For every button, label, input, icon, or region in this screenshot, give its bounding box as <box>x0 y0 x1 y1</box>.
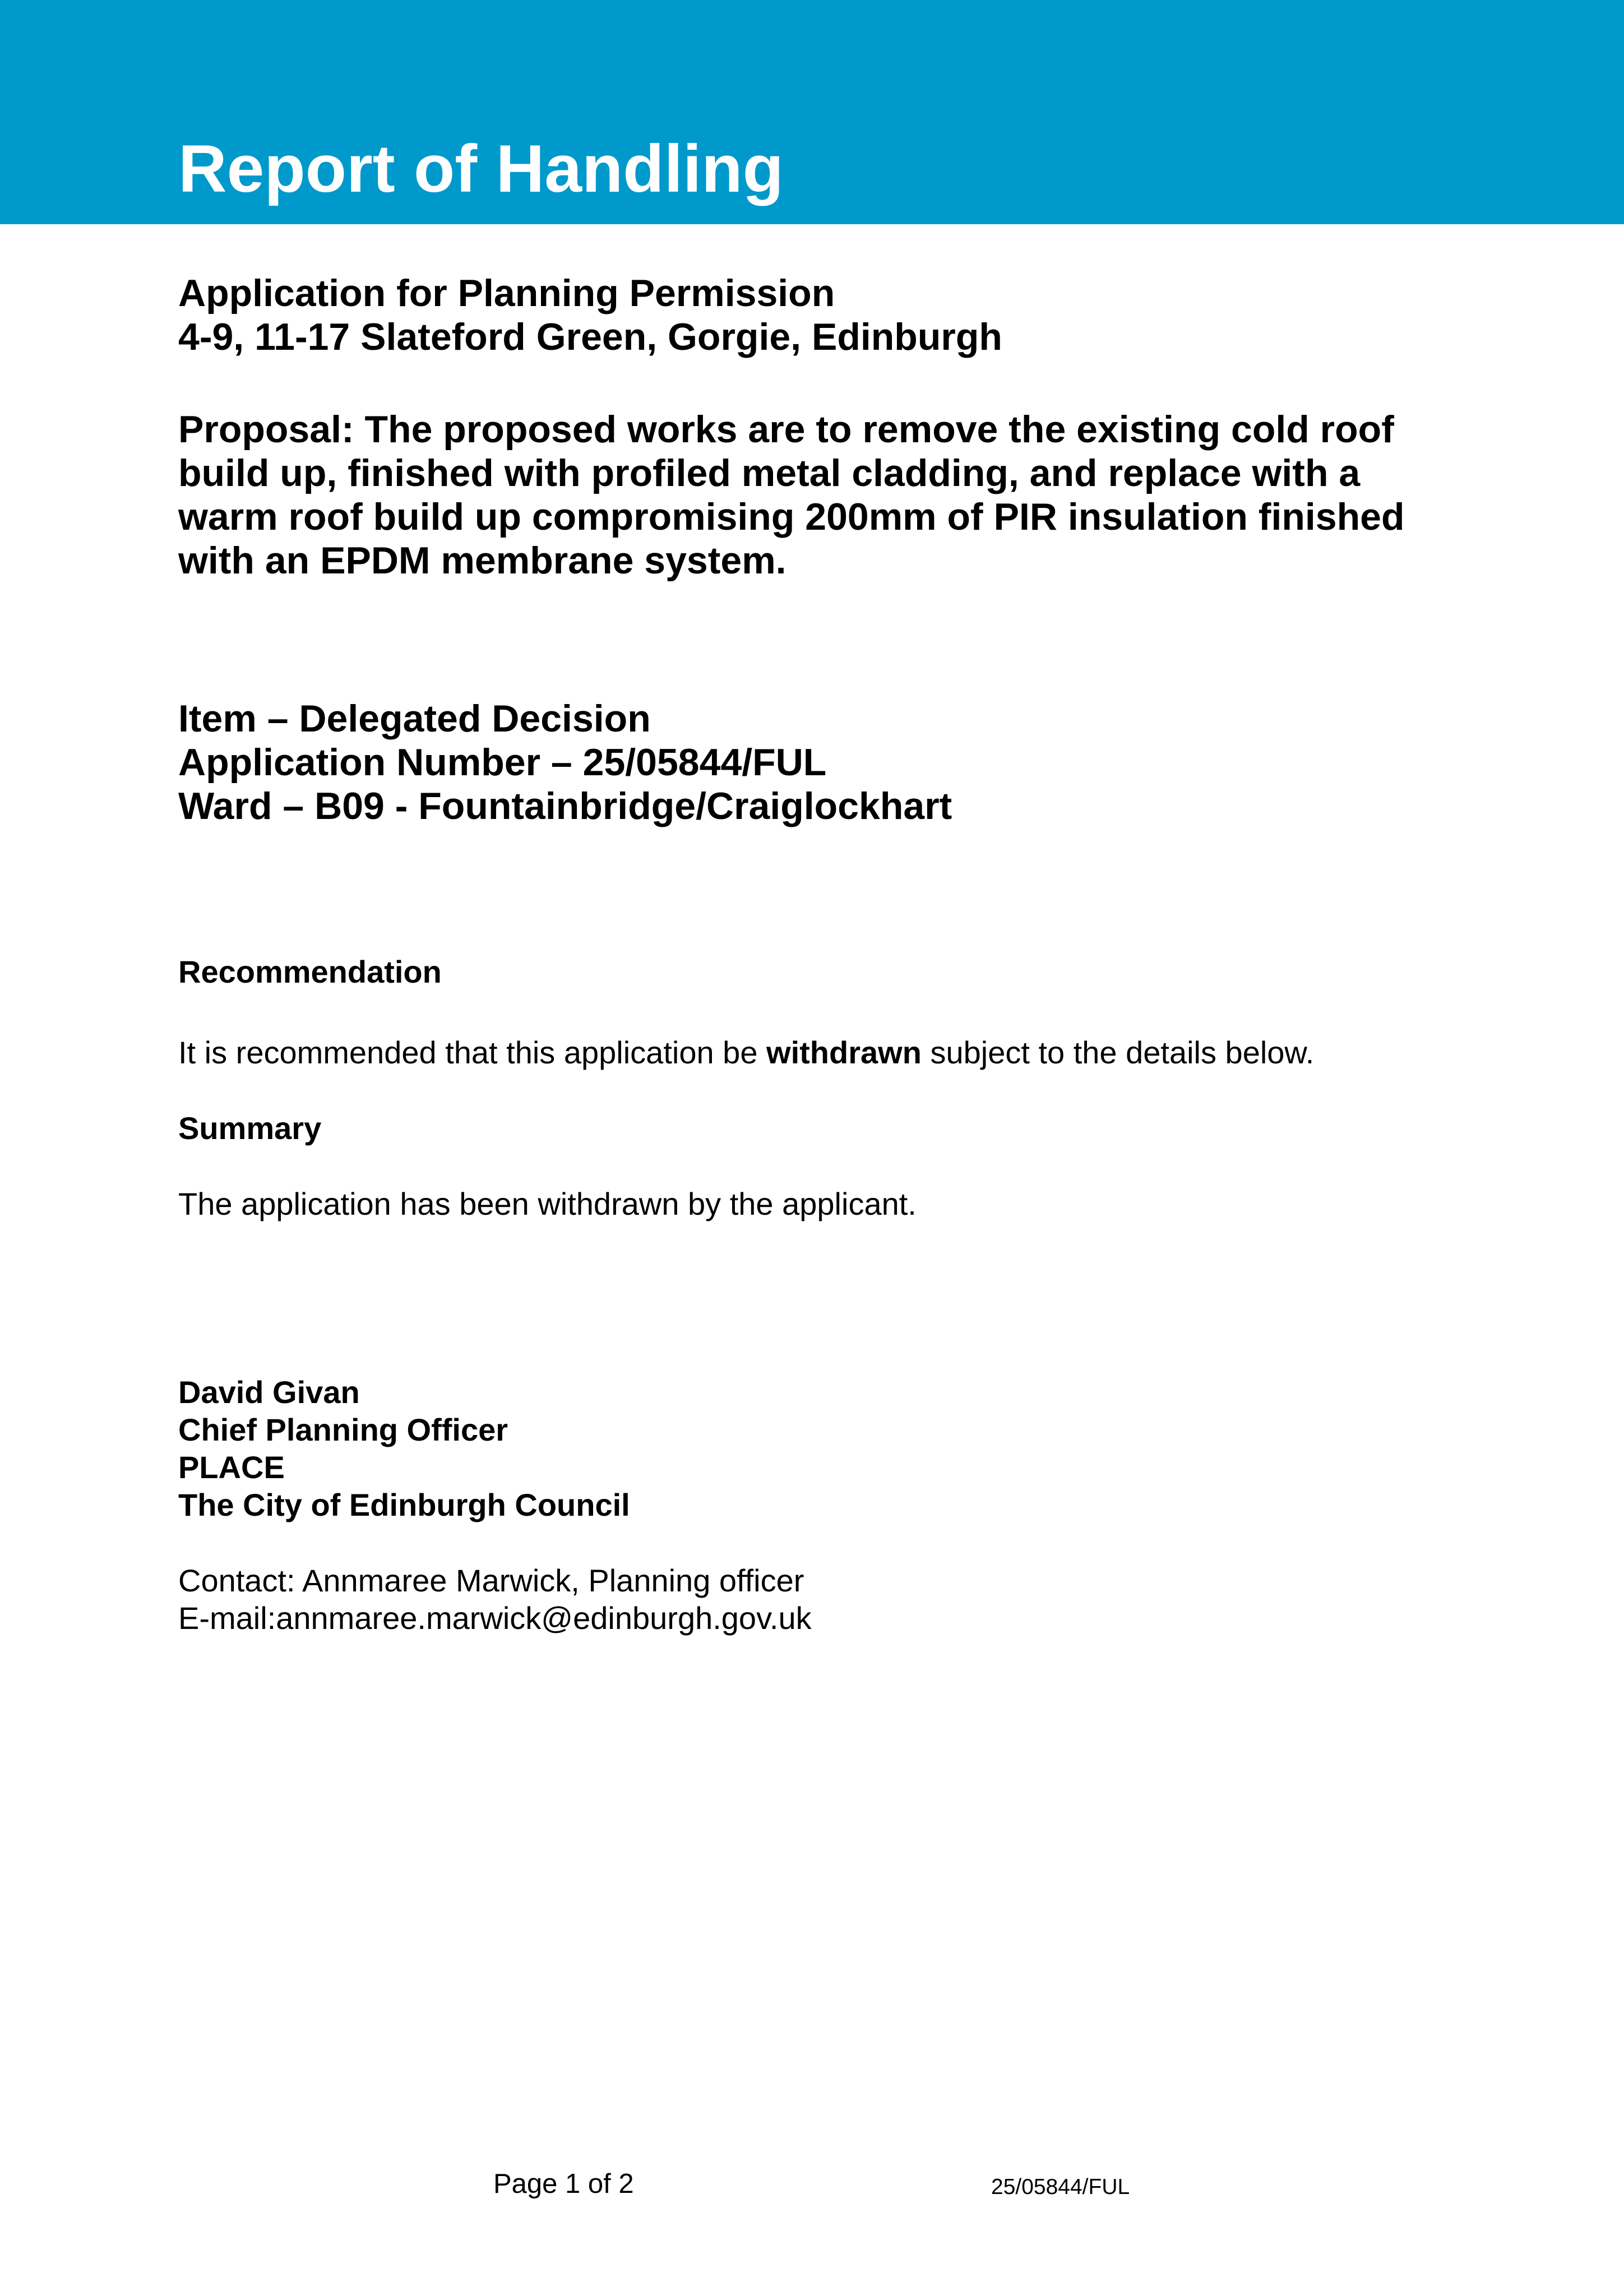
application-address: 4-9, 11-17 Slateford Green, Gorgie, Edinburgh <box>178 316 1002 358</box>
signoff-block <box>178 1373 630 1524</box>
ward: Ward – B09 - Fountainbridge/Craiglockhart <box>178 785 952 827</box>
application-type: Application for Planning Permission <box>178 272 835 314</box>
recommendation-text <box>178 1034 1314 1071</box>
contact-email[interactable]: E-mail:annmaree.marwick@edinburgh.gov.uk <box>178 1600 812 1636</box>
department: PLACE <box>178 1450 285 1485</box>
header-band <box>0 0 1624 224</box>
footer-reference: 25/05844/FUL <box>991 2175 1130 2199</box>
organisation: The City of Edinburgh Council <box>178 1487 630 1522</box>
proposal-line: with an EPDM membrane system. <box>178 539 786 582</box>
contact-line: Contact: Annmaree Marwick, Planning officer <box>178 1563 804 1598</box>
item-details <box>178 697 952 828</box>
report-title: Report of Handling <box>178 131 784 206</box>
officer-role: Chief Planning Officer <box>178 1412 508 1447</box>
contact-block <box>178 1562 812 1637</box>
summary-heading: Summary <box>178 1110 322 1146</box>
application-number: Application Number – 25/05844/FUL <box>178 741 827 784</box>
recommendation-text-before: It is recommended that this application be <box>178 1035 767 1070</box>
summary-text: The application has been withdrawn by the applicant. <box>178 1186 917 1221</box>
item-decision: Item – Delegated Decision <box>178 697 651 740</box>
recommendation-decision: withdrawn <box>766 1035 922 1070</box>
page-number: Page 1 of 2 <box>493 2169 634 2199</box>
officer-name: David Givan <box>178 1374 360 1410</box>
proposal-line: build up, finished with profiled metal cladding, and replace with a <box>178 452 1361 494</box>
recommendation-heading: Recommendation <box>178 954 442 989</box>
proposal-text <box>178 408 1405 582</box>
application-heading <box>178 271 1002 359</box>
proposal-line: Proposal: The proposed works are to remove the existing cold roof <box>178 408 1394 451</box>
recommendation-text-after: subject to the details below. <box>921 1035 1315 1070</box>
proposal-line: warm roof build up compromising 200mm of PIR insulation finished <box>178 496 1405 538</box>
